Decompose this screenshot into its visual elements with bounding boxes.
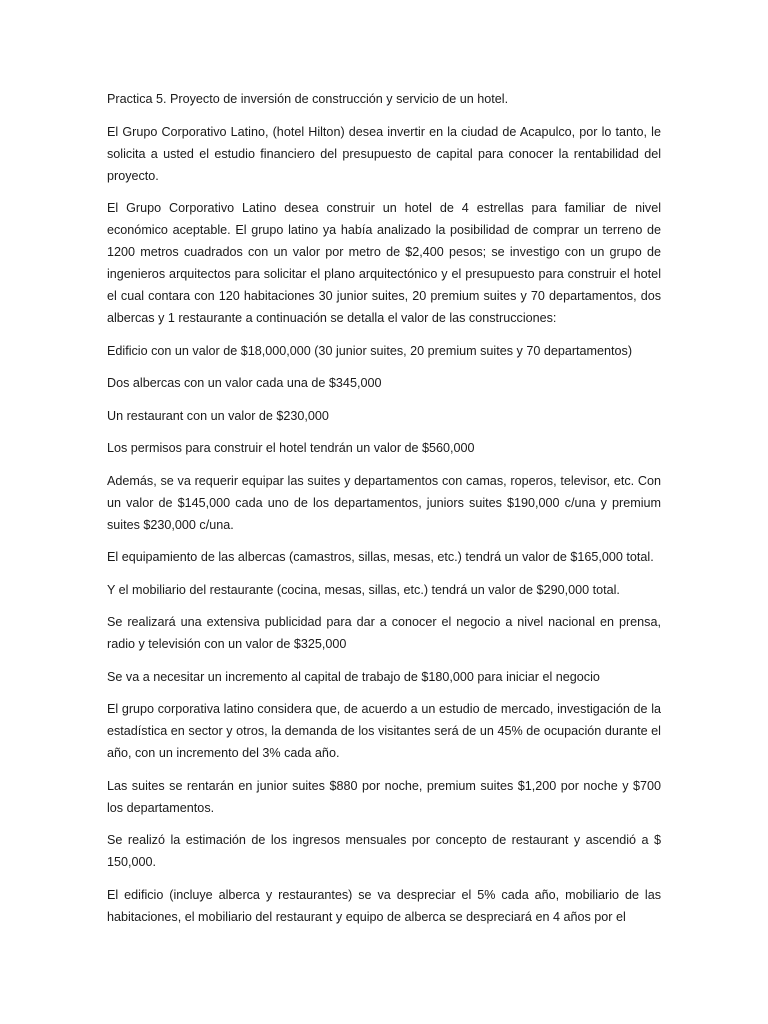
paragraph-pool-equipment: El equipamiento de las albercas (camastros, sillas, mesas, etc.) tendrá un valor de $165,000 total. — [107, 550, 654, 564]
paragraph-advertising: Se realizará una extensiva publicidad para dar a conocer el negocio a nivel nacional en prensa, radio y televisión con un valor de $325,000 — [107, 615, 661, 651]
paragraph-intro: El Grupo Corporativo Latino, (hotel Hilton) desea invertir en la ciudad de Acapulco, por lo tanto, le solicita a usted el estudio financiero del presupuesto de capital para conocer la rentabilidad del proyecto. — [107, 124, 661, 183]
document-page — [107, 88, 661, 938]
paragraph-permits-value: Los permisos para construir el hotel tendrán un valor de $560,000 — [107, 441, 475, 455]
paragraph-room-equipment: Además, se va requerir equipar las suites y departamentos con camas, roperos, televisor, etc. Con un valor de $145,000 cada uno de los departamentos, juniors suites $190,000 c/una y premium suites $230,000 c/una. — [107, 473, 661, 532]
paragraph-room-rates: Las suites se rentarán en junior suites $880 por noche, premium suites $1,200 por noche y $700 los departamentos. — [107, 778, 661, 815]
paragraph-demand: El grupo corporativa latino considera que, de acuerdo a un estudio de mercado, investigación de la estadística en sector y otros, la demanda de los visitantes será de un 45% de ocupación durante el año, con un incremento del 3% cada año. — [107, 702, 661, 760]
paragraph-pools-value: Dos albercas con un valor cada una de $345,000 — [107, 376, 382, 390]
paragraph-hotel-description: El Grupo Corporativo Latino desea construir un hotel de 4 estrellas para familiar de nivel económico aceptable. El grupo latino ya había analizado la posibilidad de comprar un terreno de 1200 metros cuadrados con un valor por metro de $2,400 pesos; se investigo con un grupo de ingenieros arquitectos para solicitar el plano arquitectónico y el presupuesto para construir el hotel el cual contara con 120 habitaciones 30 junior suites, 20 premium suites y 70 departamentos, dos albercas y 1 restaurante a continuación se detalla el valor de las construcciones: — [107, 201, 661, 325]
paragraph-depreciation: El edificio (incluye alberca y restaurantes) se va despreciar el 5% cada año, mobiliario de las habitaciones, el mobiliario del restaurant y equipo de alberca se despreciará en 4 años por el — [107, 887, 661, 924]
paragraph-working-capital: Se va a necesitar un incremento al capital de trabajo de $180,000 para iniciar el negocio — [107, 669, 600, 684]
document-title: Practica 5. Proyecto de inversión de construcción y servicio de un hotel. — [107, 92, 509, 106]
paragraph-restaurant-value: Un restaurant con un valor de $230,000 — [107, 408, 329, 423]
paragraph-restaurant-furniture: Y el mobiliario del restaurante (cocina, mesas, sillas, etc.) tendrá un valor de $290,000 total. — [107, 582, 620, 597]
paragraph-building-value: Edificio con un valor de $18,000,000 (30 junior suites, 20 premium suites y 70 departamentos) — [107, 343, 633, 358]
paragraph-restaurant-income: Se realizó la estimación de los ingresos mensuales por concepto de restaurant y ascendió a $ 150,000. — [107, 833, 661, 869]
